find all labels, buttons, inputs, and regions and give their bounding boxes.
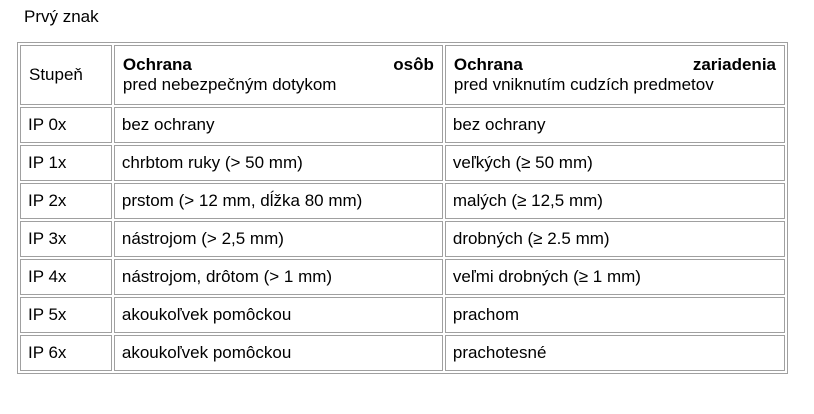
cell-degree: IP 3x — [20, 221, 112, 257]
cell-equipment: prachotesné — [445, 335, 785, 371]
table-row — [20, 259, 785, 295]
cell-degree: IP 5x — [20, 297, 112, 333]
cell-equipment: drobných (≥ 2.5 mm) — [445, 221, 785, 257]
header-degree: Stupeň — [20, 45, 112, 105]
cell-degree: IP 4x — [20, 259, 112, 295]
cell-degree: IP 0x — [20, 107, 112, 143]
table-caption: Prvý znak — [24, 7, 99, 26]
cell-persons: prstom (> 12 mm, dĺžka 80 mm) — [114, 183, 443, 219]
header-equipment-protection — [445, 45, 785, 105]
cell-degree: IP 2x — [20, 183, 112, 219]
table-row — [20, 221, 785, 257]
cell-degree: IP 6x — [20, 335, 112, 371]
cell-persons: bez ochrany — [114, 107, 443, 143]
cell-persons: akoukoľvek pomôckou — [114, 297, 443, 333]
cell-equipment: prachom — [445, 297, 785, 333]
table-row — [20, 183, 785, 219]
cell-persons: akoukoľvek pomôckou — [114, 335, 443, 371]
cell-equipment: bez ochrany — [445, 107, 785, 143]
cell-persons: nástrojom (> 2,5 mm) — [114, 221, 443, 257]
header-persons-word1: Ochrana — [122, 55, 192, 74]
table-header-row — [20, 45, 785, 105]
cell-equipment: veľkých (≥ 50 mm) — [445, 145, 785, 181]
cell-persons: chrbtom ruky (> 50 mm) — [114, 145, 443, 181]
header-equipment-title — [454, 55, 776, 75]
cell-equipment: veľmi drobných (≥ 1 mm) — [445, 259, 785, 295]
table-row — [20, 107, 785, 143]
header-persons-word2: osôb — [393, 55, 434, 74]
header-equipment-subtitle: pred vniknutím cudzích predmetov — [453, 75, 714, 94]
cell-degree: IP 1x — [20, 145, 112, 181]
cell-equipment: malých (≥ 12,5 mm) — [445, 183, 785, 219]
header-persons-title — [123, 55, 434, 75]
table-row — [20, 335, 785, 371]
header-equipment-word1: Ochrana — [453, 55, 523, 74]
header-persons-subtitle: pred nebezpečným dotykom — [122, 75, 337, 94]
header-persons-protection — [114, 45, 443, 105]
header-equipment-word2: zariadenia — [692, 55, 776, 74]
cell-persons: nástrojom, drôtom (> 1 mm) — [114, 259, 443, 295]
table-row — [20, 145, 785, 181]
table-row — [20, 297, 785, 333]
ip-protection-table — [17, 42, 788, 374]
